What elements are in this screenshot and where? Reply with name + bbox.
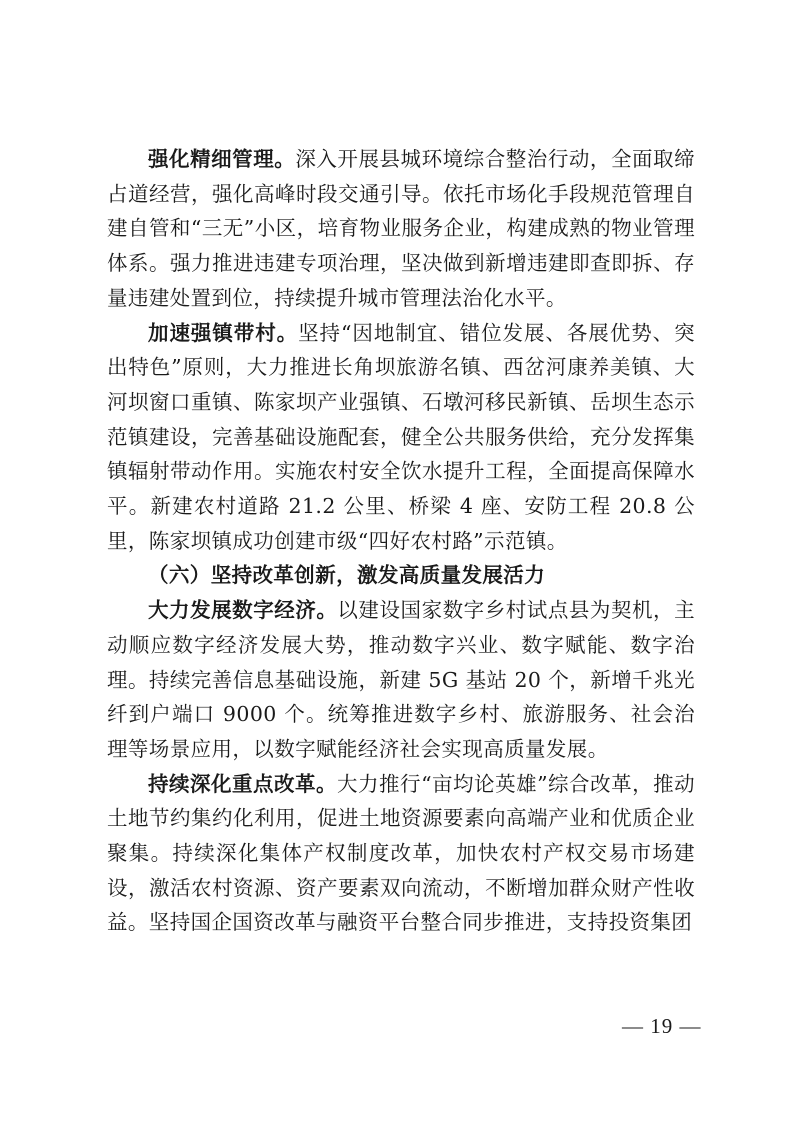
paragraph-text: 大力推行“亩均论英雄”综合改革，推动土地节约集约化利用，促进土地资源要素向高端产业和优质企业聚集。持续深化集体产权制度改革，加快农村产权交易市场建设，激活农村资源、资产要素双向流动，不断增加群众财产性收益。坚持国企国资改革与融资平台整合同步推进，支持投资集团 bbox=[107, 771, 695, 935]
paragraph-lead: 加速强镇带村。 bbox=[148, 320, 299, 345]
paragraph-digital-economy bbox=[107, 593, 695, 767]
paragraph-text: 深入开展县城环境综合整治行动，全面取缔占道经营，强化高峰时段交通引导。依托市场化手段规范管理自建自管和“三无”小区，培育物业服务企业，构建成熟的物业管理体系。强力推进违建专项治理，坚决做到新增违建即查即拆、存量违建处置到位，持续提升城市管理法治化水平。 bbox=[107, 147, 695, 310]
paragraph-text: 坚持“因地制宜、错位发展、各展优势、突出特色”原则，大力推进长角坝旅游名镇、西岔河康养美镇、大河坝窗口重镇、陈家坝产业强镇、石墩河移民新镇、岳坝生态示范镇建设，完善基础设施配套，健全公共服务供给，充分发挥集镇辐射带动作用。实施农村安全饮水提升工程，全面提高保障水平。新建农村道路 21.2 公里、桥梁 4 座、安防工程 20.8 公里，陈家坝镇成功创建市级“四好农村路”示范镇。 bbox=[107, 320, 695, 553]
paragraph-refined-management bbox=[107, 142, 695, 316]
paragraph-lead: 持续深化重点改革。 bbox=[148, 771, 338, 796]
paragraph-text: 以建设国家数字乡村试点县为契机，主动顺应数字经济发展大势，推动数字兴业、数字赋能、数字治理。持续完善信息基础设施，新建 5G 基站 20 个，新增千兆光纤到户端口 9000 个。统筹推进数字乡村、旅游服务、社会治理等场景应用，以数字赋能经济社会实现高质量发展。 bbox=[107, 598, 695, 761]
section-heading: （六）坚持改革创新，激发高质量发展活力 bbox=[148, 563, 546, 588]
paragraph-key-reforms bbox=[107, 767, 695, 941]
paragraph-lead: 大力发展数字经济。 bbox=[148, 598, 338, 623]
page-number: — 19 — bbox=[622, 1014, 702, 1038]
document-body bbox=[107, 142, 695, 940]
paragraph-strengthen-towns bbox=[107, 316, 695, 559]
paragraph-lead: 强化精细管理。 bbox=[148, 147, 296, 171]
